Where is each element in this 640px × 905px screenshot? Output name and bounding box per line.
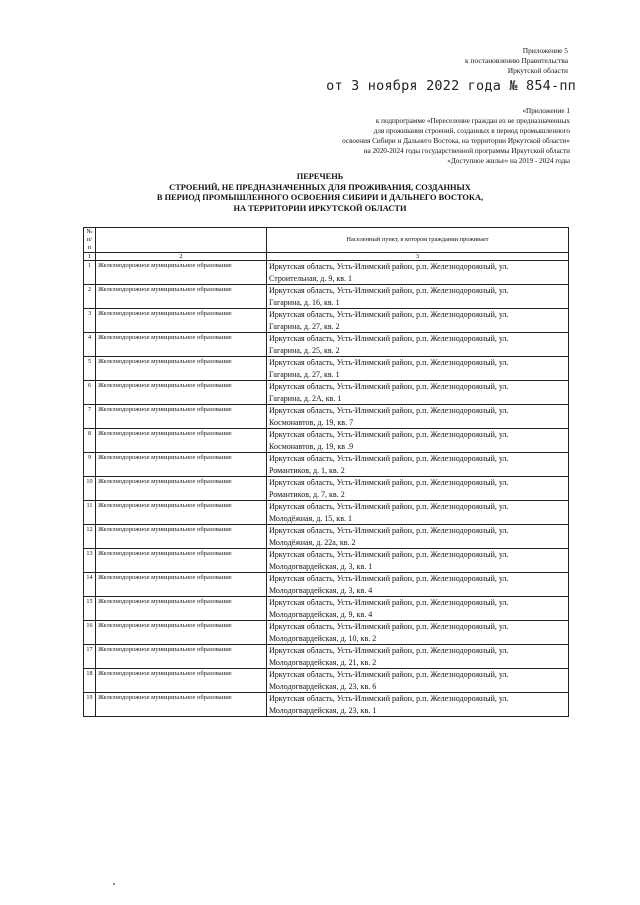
municipality-name: Железнодорожное муниципальное образование xyxy=(96,381,267,405)
appendix-5-line: Приложение 5 xyxy=(522,46,568,55)
municipality-name: Железнодорожное муниципальное образование xyxy=(96,693,267,717)
title-line: В ПЕРИОД ПРОМЫШЛЕННОГО ОСВОЕНИЯ СИБИРИ И ДАЛЬНЕГО ВОСТОКА, xyxy=(156,193,484,202)
address-line: Иркутская область, Усть-Илимский район, р.п. Железнодорожный, ул. xyxy=(269,310,509,319)
row-number: 6 xyxy=(84,381,96,405)
header-municipality-cell xyxy=(96,228,267,253)
address-cell xyxy=(267,669,569,693)
column-number-row xyxy=(84,253,569,261)
table-row xyxy=(84,285,569,309)
address-cell xyxy=(267,453,569,477)
title-line: ПЕРЕЧЕНЬ xyxy=(296,172,344,181)
address-line: Молодогвардейская, д. 3, кв. 4 xyxy=(269,585,373,595)
address-cell xyxy=(267,261,569,285)
appendix-1-line: на 2020-2024 годы государственной программы Иркутской области xyxy=(363,147,570,155)
municipality-name: Железнодорожное муниципальное образование xyxy=(96,333,267,357)
table-row xyxy=(84,669,569,693)
municipality-name: Железнодорожное муниципальное образование xyxy=(96,429,267,453)
appendix-1-reference xyxy=(240,106,570,166)
address-line: Иркутская область, Усть-Илимский район, р.п. Железнодорожный, ул. xyxy=(269,286,509,295)
row-number: 18 xyxy=(84,669,96,693)
municipality-name: Железнодорожное муниципальное образование xyxy=(96,285,267,309)
appendix-5-line: Иркутской области xyxy=(507,66,568,75)
row-number: 3 xyxy=(84,309,96,333)
table-row xyxy=(84,693,569,717)
table-row xyxy=(84,477,569,501)
address-line: Молодёжная, д. 22а, кв. 2 xyxy=(269,537,356,547)
table-row xyxy=(84,453,569,477)
address-line: Иркутская область, Усть-Илимский район, р.п. Железнодорожный, ул. xyxy=(269,526,509,535)
municipality-name: Железнодорожное муниципальное образование xyxy=(96,261,267,285)
address-cell xyxy=(267,477,569,501)
address-line: Иркутская область, Усть-Илимский район, р.п. Железнодорожный, ул. xyxy=(269,598,509,607)
table-row xyxy=(84,621,569,645)
buildings-table xyxy=(83,227,569,717)
municipality-name: Железнодорожное муниципальное образование xyxy=(96,525,267,549)
address-line: Иркутская область, Усть-Илимский район, р.п. Железнодорожный, ул. xyxy=(269,430,509,439)
header-number-cell xyxy=(84,228,96,253)
table-row xyxy=(84,501,569,525)
address-line: Иркутская область, Усть-Илимский район, р.п. Железнодорожный, ул. xyxy=(269,334,509,343)
address-line: Иркутская область, Усть-Илимский район, р.п. Железнодорожный, ул. xyxy=(269,694,509,703)
table-row xyxy=(84,549,569,573)
address-line: Гагарина, д. 2А, кв. 1 xyxy=(269,393,342,403)
table-row xyxy=(84,381,569,405)
municipality-name: Железнодорожное муниципальное образование xyxy=(96,549,267,573)
row-number: 12 xyxy=(84,525,96,549)
address-cell xyxy=(267,693,569,717)
appendix-1-line: «Доступное жилье» на 2019 - 2024 годы xyxy=(447,157,570,165)
column-number: 1 xyxy=(84,253,96,261)
table-header-row xyxy=(84,228,569,253)
title-line: СТРОЕНИЙ, НЕ ПРЕДНАЗНАЧЕННЫХ ДЛЯ ПРОЖИВАНИЯ, СОЗДАННЫХ xyxy=(169,182,471,192)
table-row xyxy=(84,309,569,333)
address-line: Космонавтов, д. 19, кв .9 xyxy=(269,441,354,451)
municipality-name: Железнодорожное муниципальное образование xyxy=(96,501,267,525)
column-number: 2 xyxy=(96,253,267,261)
address-line: Молодёжная, д. 15, кв. 1 xyxy=(269,513,352,523)
address-line: Иркутская область, Усть-Илимский район, р.п. Железнодорожный, ул. xyxy=(269,358,509,367)
address-cell xyxy=(267,645,569,669)
address-line: Молодогвардейская, д. 23, кв. 6 xyxy=(269,681,377,691)
address-line: Молодогвардейская, д. 9, кв. 4 xyxy=(269,609,373,619)
appendix-5-reference xyxy=(368,46,568,76)
address-line: Гагарина, д. 25, кв. 2 xyxy=(269,345,340,355)
address-line: Молодогвардейская, д. 10, кв. 2 xyxy=(269,633,377,643)
table-row xyxy=(84,429,569,453)
table-row xyxy=(84,357,569,381)
municipality-name: Железнодорожное муниципальное образование xyxy=(96,357,267,381)
address-cell xyxy=(267,381,569,405)
address-cell xyxy=(267,525,569,549)
address-cell xyxy=(267,309,569,333)
appendix-1-line: к подпрограмме «Переселение граждан из не предназначенных xyxy=(375,117,570,125)
appendix-1-line: освоения Сибири и Дальнего Востока, на территории Иркутской области» xyxy=(342,137,570,145)
address-line: Молодогвардейская, д. 21, кв. 2 xyxy=(269,657,377,667)
row-number: 17 xyxy=(84,645,96,669)
address-line: Иркутская область, Усть-Илимский район, р.п. Железнодорожный, ул. xyxy=(269,502,509,511)
scan-speck xyxy=(113,883,115,885)
municipality-name: Железнодорожное муниципальное образование xyxy=(96,405,267,429)
address-cell xyxy=(267,429,569,453)
row-number: 10 xyxy=(84,477,96,501)
address-line: Иркутская область, Усть-Илимский район, р.п. Железнодорожный, ул. xyxy=(269,454,509,463)
table-row xyxy=(84,645,569,669)
document-title xyxy=(120,172,520,214)
address-line: Иркутская область, Усть-Илимский район, р.п. Железнодорожный, ул. xyxy=(269,406,509,415)
address-line: Иркутская область, Усть-Илимский район, р.п. Железнодорожный, ул. xyxy=(269,550,509,559)
row-number: 11 xyxy=(84,501,96,525)
municipality-name: Железнодорожное муниципальное образование xyxy=(96,573,267,597)
address-line: Иркутская область, Усть-Илимский район, р.п. Железнодорожный, ул. xyxy=(269,622,509,631)
row-number: 2 xyxy=(84,285,96,309)
header-number-sublabel: п/п xyxy=(86,236,93,251)
row-number: 9 xyxy=(84,453,96,477)
table-row xyxy=(84,573,569,597)
address-line: Гагарина, д. 27, кв. 2 xyxy=(269,321,340,331)
appendix-5-line: к постановлению Правительства xyxy=(465,56,568,65)
row-number: 16 xyxy=(84,621,96,645)
row-number: 5 xyxy=(84,357,96,381)
municipality-name: Железнодорожное муниципальное образование xyxy=(96,645,267,669)
address-cell xyxy=(267,405,569,429)
header-number-label: № xyxy=(86,228,93,235)
column-number: 3 xyxy=(267,253,569,261)
address-cell xyxy=(267,573,569,597)
address-cell xyxy=(267,333,569,357)
row-number: 8 xyxy=(84,429,96,453)
title-line: НА ТЕРРИТОРИИ ИРКУТСКОЙ ОБЛАСТИ xyxy=(233,203,407,213)
address-line: Иркутская область, Усть-Илимский район, р.п. Железнодорожный, ул. xyxy=(269,646,509,655)
row-number: 7 xyxy=(84,405,96,429)
address-cell xyxy=(267,549,569,573)
address-line: Гагарина, д. 27, кв. 1 xyxy=(269,369,340,379)
address-cell xyxy=(267,621,569,645)
row-number: 14 xyxy=(84,573,96,597)
appendix-1-line: для проживания строений, созданных в период промышленного xyxy=(373,127,570,135)
municipality-name: Железнодорожное муниципальное образование xyxy=(96,309,267,333)
address-line: Иркутская область, Усть-Илимский район, р.п. Железнодорожный, ул. xyxy=(269,478,509,487)
table-row xyxy=(84,525,569,549)
header-settlement-cell: Населенный пункт, в котором граждании проживает xyxy=(267,228,569,253)
municipality-name: Железнодорожное муниципальное образование xyxy=(96,669,267,693)
table-row xyxy=(84,597,569,621)
address-cell xyxy=(267,501,569,525)
address-cell xyxy=(267,597,569,621)
row-number: 15 xyxy=(84,597,96,621)
address-line: Романтиков, д. 1, кв. 2 xyxy=(269,465,345,475)
address-line: Иркутская область, Усть-Илимский район, р.п. Железнодорожный, ул. xyxy=(269,382,509,391)
row-number: 4 xyxy=(84,333,96,357)
address-cell xyxy=(267,285,569,309)
address-line: Молодогвардейская, д. 3, кв. 1 xyxy=(269,561,373,571)
appendix-1-line: «Приложение 1 xyxy=(522,107,570,115)
row-number: 13 xyxy=(84,549,96,573)
address-line: Иркутская область, Усть-Илимский район, р.п. Железнодорожный, ул. xyxy=(269,574,509,583)
row-number: 1 xyxy=(84,261,96,285)
municipality-name: Железнодорожное муниципальное образование xyxy=(96,453,267,477)
municipality-name: Железнодорожное муниципальное образование xyxy=(96,597,267,621)
address-line: Романтиков, д. 7, кв. 2 xyxy=(269,489,345,499)
address-cell xyxy=(267,357,569,381)
table-row xyxy=(84,333,569,357)
address-line: Молодогвардейская, д. 23, кв. 1 xyxy=(269,705,377,715)
address-line: Строительная, д. 9, кв. 1 xyxy=(269,273,353,283)
address-line: Иркутская область, Усть-Илимский район, р.п. Железнодорожный, ул. xyxy=(269,262,509,271)
address-line: Гагарина, д. 16, кв. 1 xyxy=(269,297,340,307)
row-number: 19 xyxy=(84,693,96,717)
address-line: Иркутская область, Усть-Илимский район, р.п. Железнодорожный, ул. xyxy=(269,670,509,679)
municipality-name: Железнодорожное муниципальное образование xyxy=(96,621,267,645)
address-line: Космонавтов, д. 19, кв. 7 xyxy=(269,417,354,427)
municipality-name: Железнодорожное муниципальное образование xyxy=(96,477,267,501)
decree-stamp: от 3 ноября 2022 года № 854-пп xyxy=(326,78,576,94)
table-row xyxy=(84,261,569,285)
table-row xyxy=(84,405,569,429)
